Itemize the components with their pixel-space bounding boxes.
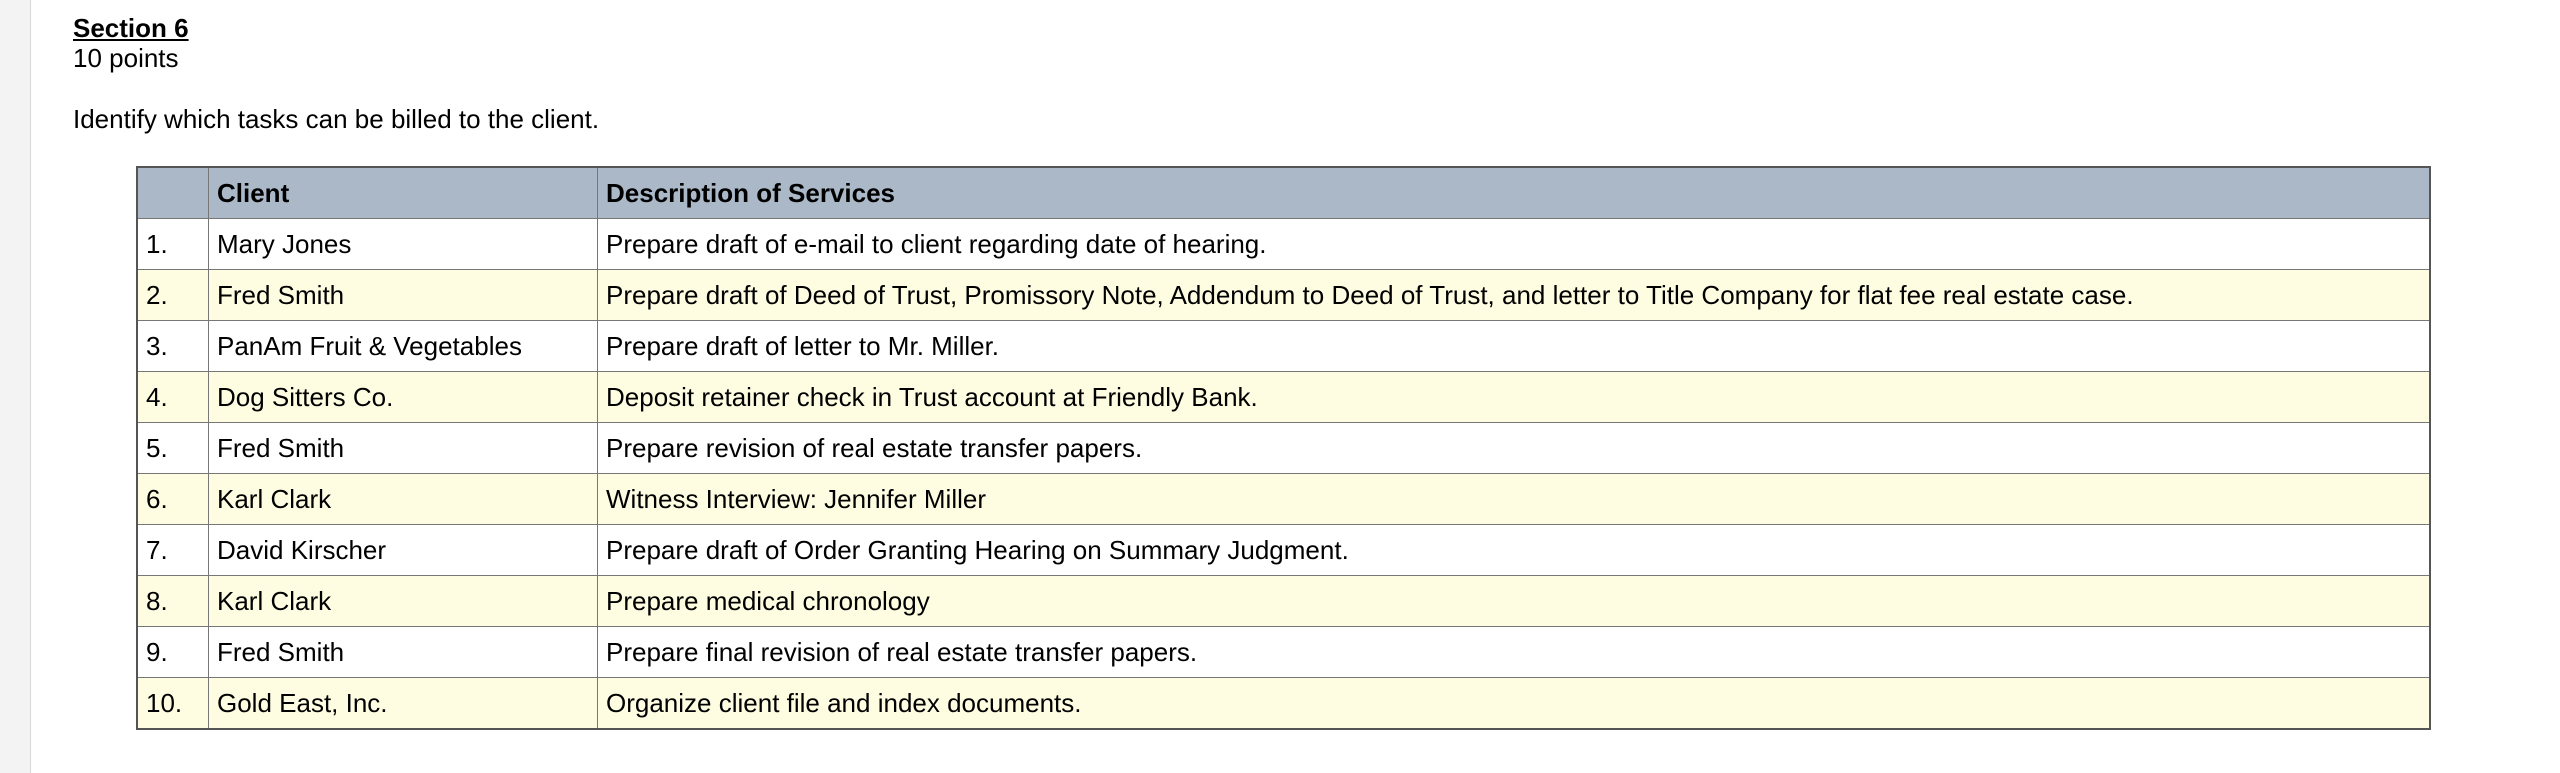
row-description: Witness Interview: Jennifer Miller: [598, 474, 2431, 525]
table-row: [137, 678, 2430, 730]
row-description: Deposit retainer check in Trust account at Friendly Bank.: [598, 372, 2431, 423]
row-client: Fred Smith: [209, 423, 598, 474]
table-row: [137, 372, 2430, 423]
row-description: Prepare draft of Order Granting Hearing on Summary Judgment.: [598, 525, 2431, 576]
table-row: [137, 576, 2430, 627]
question-prompt: Identify which tasks can be billed to the client.: [73, 104, 600, 134]
row-client: Gold East, Inc.: [209, 678, 598, 730]
section-points: 10 points: [73, 43, 179, 73]
row-description: Prepare revision of real estate transfer papers.: [598, 423, 2431, 474]
row-client: David Kirscher: [209, 525, 598, 576]
row-client: Mary Jones: [209, 219, 598, 270]
row-number: 1.: [137, 219, 209, 270]
row-client: Fred Smith: [209, 627, 598, 678]
document-page: [30, 0, 2560, 773]
table-row: [137, 219, 2430, 270]
table-header-row: [137, 167, 2430, 219]
row-client: Dog Sitters Co.: [209, 372, 598, 423]
row-number: 7.: [137, 525, 209, 576]
row-number: 10.: [137, 678, 209, 730]
row-description: Prepare medical chronology: [598, 576, 2431, 627]
table-row: [137, 627, 2430, 678]
row-number: 4.: [137, 372, 209, 423]
header-number: [137, 167, 209, 219]
row-description: Prepare draft of Deed of Trust, Promissory Note, Addendum to Deed of Trust, and letter to Title Company for flat fee real estate case.: [598, 270, 2431, 321]
row-description: Organize client file and index documents.: [598, 678, 2431, 730]
row-client: Karl Clark: [209, 576, 598, 627]
header-client: Client: [209, 167, 598, 219]
billing-tasks-table: [136, 166, 2431, 730]
table-row: [137, 525, 2430, 576]
row-client: Karl Clark: [209, 474, 598, 525]
table-row: [137, 474, 2430, 525]
row-number: 5.: [137, 423, 209, 474]
row-number: 2.: [137, 270, 209, 321]
row-description: Prepare draft of e-mail to client regarding date of hearing.: [598, 219, 2431, 270]
row-client: PanAm Fruit & Vegetables: [209, 321, 598, 372]
table-row: [137, 270, 2430, 321]
row-number: 3.: [137, 321, 209, 372]
row-number: 8.: [137, 576, 209, 627]
section-title: Section 6: [73, 13, 189, 43]
row-description: Prepare final revision of real estate transfer papers.: [598, 627, 2431, 678]
row-number: 6.: [137, 474, 209, 525]
row-description: Prepare draft of letter to Mr. Miller.: [598, 321, 2431, 372]
header-description: Description of Services: [598, 167, 2431, 219]
table-row: [137, 423, 2430, 474]
table-row: [137, 321, 2430, 372]
row-client: Fred Smith: [209, 270, 598, 321]
row-number: 9.: [137, 627, 209, 678]
